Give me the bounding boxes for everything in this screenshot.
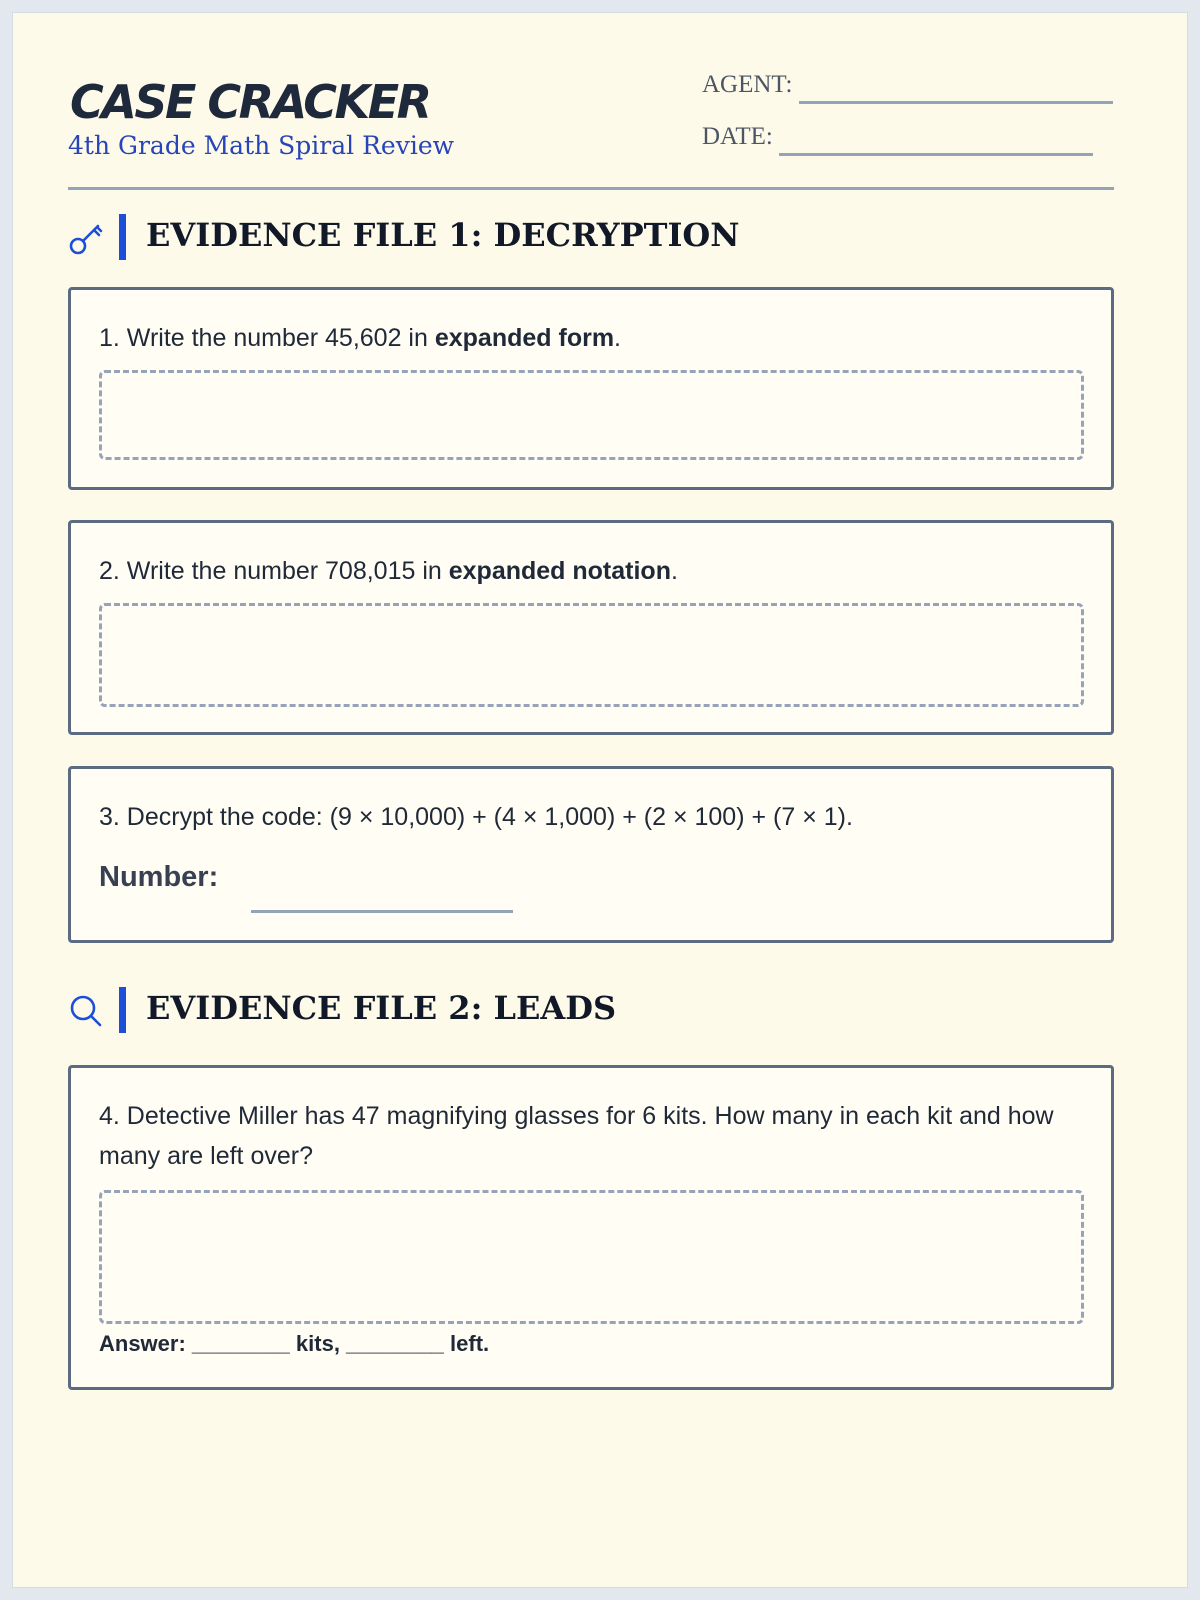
question-4-text: 4. Detective Miller has 47 magnifying glasses for 6 kits. How many in each kit and how many are left over?: [99, 1102, 1054, 1170]
question-card-1: [68, 287, 1114, 490]
search-icon: [68, 993, 104, 1029]
agent-field[interactable]: [799, 101, 1113, 104]
section-accent-bar: [119, 214, 126, 260]
answer-box-1[interactable]: [99, 370, 1084, 460]
header-divider: [68, 187, 1114, 190]
section-header-decryption: [68, 214, 968, 260]
section-title: EVIDENCE FILE 1: DECRYPTION: [146, 216, 740, 254]
section-accent-bar: [119, 987, 126, 1033]
key-icon: [68, 220, 104, 256]
question-2-text: 2. Write the number 708,015 in expanded notation.: [99, 557, 678, 585]
question-3-text: 3. Decrypt the code: (9 × 10,000) + (4 × 1,000) + (2 × 100) + (7 × 1).: [99, 803, 853, 831]
date-label: DATE:: [702, 123, 773, 150]
number-answer-line[interactable]: [251, 910, 513, 913]
agent-label: AGENT:: [702, 71, 793, 98]
question-card-4: [68, 1065, 1114, 1390]
answer-box-2[interactable]: [99, 603, 1084, 707]
worksheet-page: [12, 12, 1188, 1588]
answer-box-4[interactable]: [99, 1190, 1084, 1324]
number-label: Number:: [99, 861, 219, 893]
section-title: EVIDENCE FILE 2: LEADS: [146, 989, 617, 1027]
worksheet-subtitle: 4th Grade Math Spiral Review: [68, 131, 455, 160]
question-card-3: [68, 766, 1114, 943]
answer-line: Answer: ________ kits, ________ left.: [99, 1331, 490, 1356]
date-field[interactable]: [779, 153, 1093, 156]
section-header-leads: [68, 987, 968, 1033]
question-1-text: 1. Write the number 45,602 in expanded form.: [99, 324, 621, 352]
worksheet-title: CASE CRACKER: [70, 75, 430, 129]
question-card-2: [68, 520, 1114, 735]
